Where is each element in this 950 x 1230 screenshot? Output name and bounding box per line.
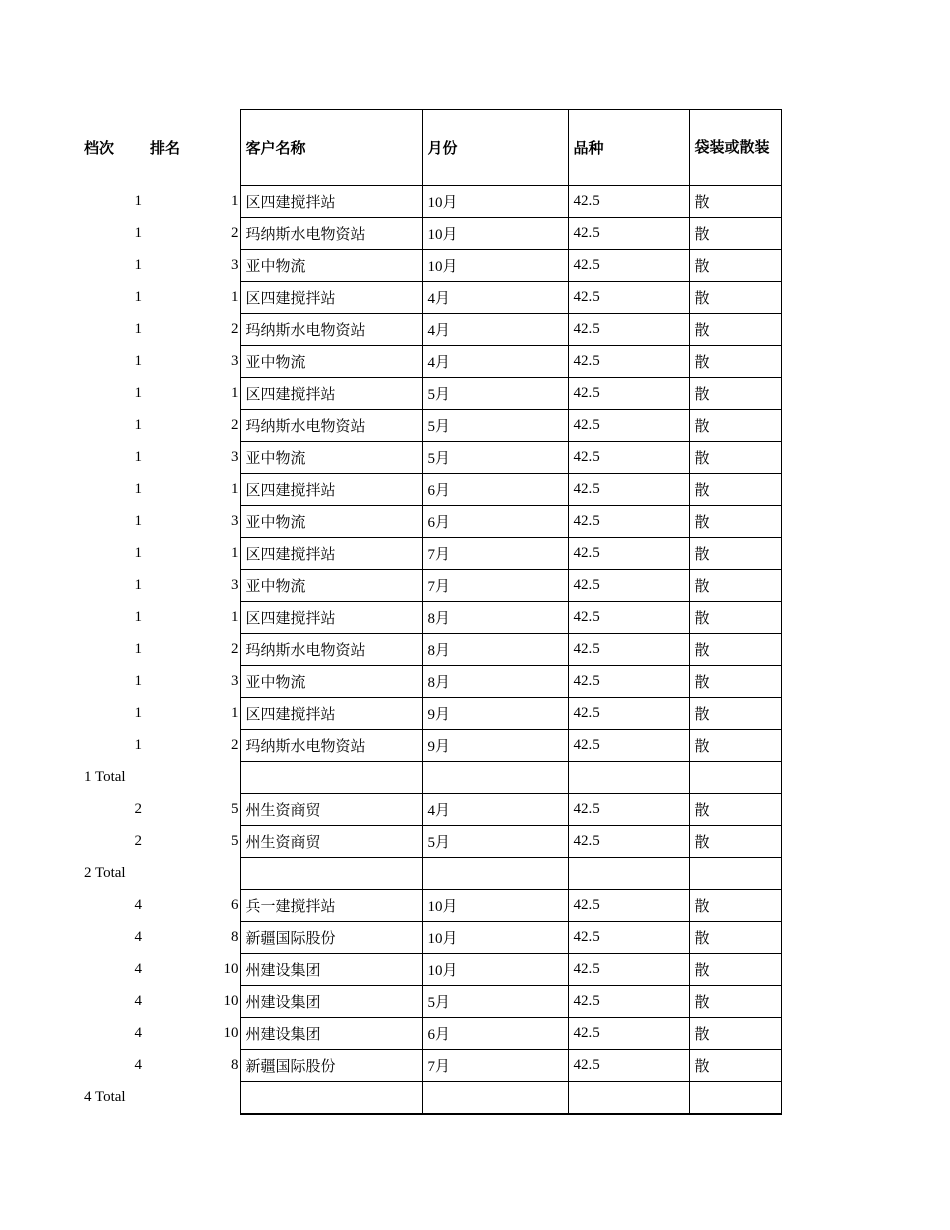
header-rank: 排名 [150, 141, 181, 157]
packing-cell: 散 [689, 378, 781, 410]
variety-cell: 42.5 [568, 346, 689, 378]
total-month-cell [422, 1082, 568, 1115]
table-row [84, 602, 781, 634]
variety-cell: 42.5 [568, 314, 689, 346]
packing-cell: 散 [689, 954, 781, 986]
table-row [84, 378, 781, 410]
customer-cell: 新疆国际股份 [240, 922, 422, 954]
rank-cell: 8 [231, 1057, 239, 1073]
total-customer-cell [240, 858, 422, 890]
total-customer-cell [240, 762, 422, 794]
rank-cell: 8 [231, 929, 239, 945]
month-cell: 4月 [422, 314, 568, 346]
packing-cell: 散 [689, 282, 781, 314]
rank-cell: 1 [231, 193, 239, 209]
variety-cell: 42.5 [568, 890, 689, 922]
variety-cell: 42.5 [568, 826, 689, 858]
month-cell: 8月 [422, 602, 568, 634]
variety-cell: 42.5 [568, 250, 689, 282]
packing-cell: 散 [689, 506, 781, 538]
total-row [84, 762, 781, 794]
tier-cell: 4 [134, 1057, 142, 1073]
month-cell: 6月 [422, 474, 568, 506]
total-variety-cell [568, 1082, 689, 1115]
rank-cell: 5 [231, 833, 239, 849]
tier-cell: 1 [134, 449, 142, 465]
table-row [84, 442, 781, 474]
variety-cell: 42.5 [568, 602, 689, 634]
tier-cell: 4 [134, 993, 142, 1009]
month-cell: 6月 [422, 1018, 568, 1050]
table-row [84, 250, 781, 282]
packing-cell: 散 [689, 922, 781, 954]
rank-cell: 2 [231, 417, 239, 433]
variety-cell: 42.5 [568, 506, 689, 538]
customer-cell: 玛纳斯水电物资站 [240, 634, 422, 666]
table-row [84, 954, 781, 986]
customer-cell: 区四建搅拌站 [240, 602, 422, 634]
month-cell: 6月 [422, 506, 568, 538]
rank-cell: 10 [223, 961, 239, 977]
customer-cell: 亚中物流 [240, 442, 422, 474]
customer-cell: 州生资商贸 [240, 794, 422, 826]
tier-cell: 1 [134, 737, 142, 753]
packing-cell: 散 [689, 570, 781, 602]
table-row [84, 186, 781, 218]
rank-cell: 1 [231, 385, 239, 401]
table-row [84, 570, 781, 602]
tier-cell: 1 [134, 641, 142, 657]
rank-cell: 3 [231, 577, 239, 593]
table-row [84, 698, 781, 730]
packing-cell: 散 [689, 250, 781, 282]
month-cell: 4月 [422, 282, 568, 314]
customer-cell: 区四建搅拌站 [240, 698, 422, 730]
total-packing-cell [689, 858, 781, 890]
month-cell: 5月 [422, 826, 568, 858]
table-row [84, 282, 781, 314]
total-month-cell [422, 762, 568, 794]
tier-cell: 4 [134, 897, 142, 913]
table-row [84, 1018, 781, 1050]
month-cell: 10月 [422, 250, 568, 282]
total-label: 1 Total [84, 769, 126, 785]
customer-cell: 亚中物流 [240, 250, 422, 282]
table-row [84, 634, 781, 666]
tier-cell: 1 [134, 609, 142, 625]
header-tier: 档次 [84, 141, 115, 157]
tier-cell: 1 [134, 353, 142, 369]
header-customer: 客户名称 [240, 110, 422, 186]
tier-cell: 1 [134, 225, 142, 241]
total-label: 4 Total [84, 1089, 126, 1106]
tier-cell: 1 [134, 577, 142, 593]
customer-cell: 兵一建搅拌站 [240, 890, 422, 922]
packing-cell: 散 [689, 1050, 781, 1082]
packing-cell: 散 [689, 442, 781, 474]
customer-cell: 玛纳斯水电物资站 [240, 410, 422, 442]
table-row [84, 890, 781, 922]
total-packing-cell [689, 1082, 781, 1115]
table-row [84, 346, 781, 378]
variety-cell: 42.5 [568, 474, 689, 506]
variety-cell: 42.5 [568, 794, 689, 826]
month-cell: 4月 [422, 794, 568, 826]
packing-cell: 散 [689, 730, 781, 762]
table-row [84, 410, 781, 442]
table-row [84, 794, 781, 826]
rank-cell: 10 [223, 993, 239, 1009]
customer-cell: 亚中物流 [240, 506, 422, 538]
rank-cell: 3 [231, 449, 239, 465]
month-cell: 7月 [422, 1050, 568, 1082]
customer-cell: 新疆国际股份 [240, 1050, 422, 1082]
rank-cell: 5 [231, 801, 239, 817]
rank-cell: 1 [231, 481, 239, 497]
customer-cell: 亚中物流 [240, 346, 422, 378]
rank-cell: 1 [231, 705, 239, 721]
customer-cell: 区四建搅拌站 [240, 538, 422, 570]
month-cell: 9月 [422, 730, 568, 762]
variety-cell: 42.5 [568, 698, 689, 730]
table-row [84, 1050, 781, 1082]
rank-cell: 2 [231, 225, 239, 241]
total-variety-cell [568, 858, 689, 890]
rank-cell: 3 [231, 353, 239, 369]
customer-cell: 州生资商贸 [240, 826, 422, 858]
total-month-cell [422, 858, 568, 890]
rank-cell: 10 [223, 1025, 239, 1041]
total-label: 2 Total [84, 865, 126, 881]
packing-cell: 散 [689, 1018, 781, 1050]
month-cell: 5月 [422, 378, 568, 410]
month-cell: 5月 [422, 442, 568, 474]
total-customer-cell [240, 1082, 422, 1115]
tier-cell: 1 [134, 289, 142, 305]
variety-cell: 42.5 [568, 954, 689, 986]
variety-cell: 42.5 [568, 378, 689, 410]
table-row [84, 730, 781, 762]
customer-cell: 区四建搅拌站 [240, 378, 422, 410]
tier-cell: 4 [134, 1025, 142, 1041]
month-cell: 9月 [422, 698, 568, 730]
tier-cell: 2 [134, 833, 142, 849]
variety-cell: 42.5 [568, 1018, 689, 1050]
tier-cell: 1 [134, 705, 142, 721]
packing-cell: 散 [689, 794, 781, 826]
packing-cell: 散 [689, 538, 781, 570]
variety-cell: 42.5 [568, 922, 689, 954]
month-cell: 10月 [422, 186, 568, 218]
rank-cell: 2 [231, 737, 239, 753]
data-table [84, 109, 782, 1115]
variety-cell: 42.5 [568, 730, 689, 762]
variety-cell: 42.5 [568, 538, 689, 570]
total-variety-cell [568, 762, 689, 794]
rank-cell: 1 [231, 289, 239, 305]
rank-cell: 3 [231, 513, 239, 529]
header-month: 月份 [422, 110, 568, 186]
variety-cell: 42.5 [568, 634, 689, 666]
month-cell: 10月 [422, 922, 568, 954]
variety-cell: 42.5 [568, 218, 689, 250]
tier-cell: 1 [134, 193, 142, 209]
rank-cell: 3 [231, 673, 239, 689]
month-cell: 8月 [422, 666, 568, 698]
customer-cell: 亚中物流 [240, 570, 422, 602]
rank-cell: 2 [231, 321, 239, 337]
customer-cell: 州建设集团 [240, 954, 422, 986]
tier-cell: 1 [134, 545, 142, 561]
month-cell: 5月 [422, 986, 568, 1018]
tier-cell: 1 [134, 513, 142, 529]
packing-cell: 散 [689, 410, 781, 442]
packing-cell: 散 [689, 314, 781, 346]
packing-cell: 散 [689, 634, 781, 666]
table-row [84, 666, 781, 698]
total-packing-cell [689, 762, 781, 794]
variety-cell: 42.5 [568, 186, 689, 218]
month-cell: 8月 [422, 634, 568, 666]
rank-cell: 2 [231, 641, 239, 657]
customer-cell: 玛纳斯水电物资站 [240, 314, 422, 346]
tier-cell: 2 [134, 801, 142, 817]
month-cell: 5月 [422, 410, 568, 442]
customer-cell: 州建设集团 [240, 986, 422, 1018]
table-row [84, 826, 781, 858]
tier-cell: 4 [134, 961, 142, 977]
table-row [84, 986, 781, 1018]
header-packing: 袋装或散装 [689, 110, 781, 186]
packing-cell: 散 [689, 666, 781, 698]
table-row [84, 506, 781, 538]
header-variety: 品种 [568, 110, 689, 186]
variety-cell: 42.5 [568, 666, 689, 698]
rank-cell: 6 [231, 897, 239, 913]
packing-cell: 散 [689, 890, 781, 922]
rank-cell: 1 [231, 545, 239, 561]
variety-cell: 42.5 [568, 410, 689, 442]
tier-cell: 1 [134, 385, 142, 401]
rank-cell: 3 [231, 257, 239, 273]
month-cell: 7月 [422, 570, 568, 602]
tier-cell: 1 [134, 257, 142, 273]
tier-cell: 4 [134, 929, 142, 945]
tier-cell: 1 [134, 673, 142, 689]
tier-cell: 1 [134, 321, 142, 337]
customer-cell: 区四建搅拌站 [240, 282, 422, 314]
month-cell: 4月 [422, 346, 568, 378]
total-row [84, 1082, 781, 1115]
total-row [84, 858, 781, 890]
customer-cell: 亚中物流 [240, 666, 422, 698]
tier-cell: 1 [134, 481, 142, 497]
customer-cell: 区四建搅拌站 [240, 474, 422, 506]
table-row [84, 218, 781, 250]
packing-cell: 散 [689, 602, 781, 634]
table-row [84, 314, 781, 346]
packing-cell: 散 [689, 826, 781, 858]
tier-cell: 1 [134, 417, 142, 433]
customer-cell: 州建设集团 [240, 1018, 422, 1050]
variety-cell: 42.5 [568, 570, 689, 602]
table-row [84, 922, 781, 954]
variety-cell: 42.5 [568, 1050, 689, 1082]
packing-cell: 散 [689, 186, 781, 218]
rank-cell: 1 [231, 609, 239, 625]
customer-cell: 玛纳斯水电物资站 [240, 218, 422, 250]
packing-cell: 散 [689, 346, 781, 378]
table-row [84, 538, 781, 570]
table-row [84, 474, 781, 506]
customer-cell: 区四建搅拌站 [240, 186, 422, 218]
header-row [84, 110, 781, 186]
packing-cell: 散 [689, 474, 781, 506]
packing-cell: 散 [689, 218, 781, 250]
variety-cell: 42.5 [568, 986, 689, 1018]
month-cell: 7月 [422, 538, 568, 570]
month-cell: 10月 [422, 954, 568, 986]
month-cell: 10月 [422, 218, 568, 250]
variety-cell: 42.5 [568, 282, 689, 314]
packing-cell: 散 [689, 986, 781, 1018]
customer-cell: 玛纳斯水电物资站 [240, 730, 422, 762]
month-cell: 10月 [422, 890, 568, 922]
variety-cell: 42.5 [568, 442, 689, 474]
packing-cell: 散 [689, 698, 781, 730]
